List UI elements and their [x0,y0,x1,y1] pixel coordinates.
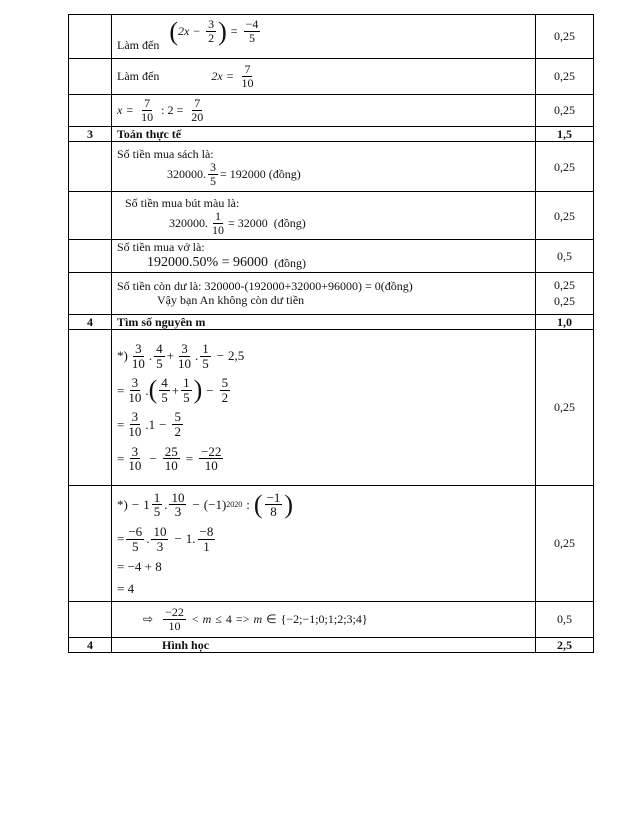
section-number: 4 [69,314,112,329]
remainder-line: Số tiền còn dư là: 320000-(192000+32000+96000) = 0(đồng) [117,278,413,293]
solution-cell: Số tiền mua bút màu là: 320000. $\frac{1}{10}$ = 32000 (đồng) [112,192,536,240]
section-title: Toán thực tế [112,127,536,142]
section-number: 3 [69,127,112,142]
step-label: Làm đến [117,69,160,84]
solution-cell: Số tiền mua vở là: 192000.50% = 96000 (đồng) [112,240,536,272]
solution-cell: ⇨ $\frac{-22}{10}$ < m ≤ 4 => m ∈ {−2;−1;0;1;2;3;4} [112,601,536,637]
table-row [69,95,594,127]
section-number: 4 [69,637,112,652]
table-row [69,15,594,59]
table-row [69,59,594,95]
solution-cell [112,272,536,314]
question-number [69,15,112,59]
table-row [69,272,594,314]
points-cell: 0,25 [536,142,594,192]
section-header [69,637,594,652]
points-cell: 0,5 [536,240,594,272]
table-row [69,329,594,485]
step-label: Số tiền mua vở là: [117,240,205,255]
step-label: Làm đến [117,38,160,53]
solution-cell: x = $\frac{7}{10}$ : 2 = $\frac{7}{20}$ [112,95,536,127]
section-points: 1,0 [536,314,594,329]
points-cell: 0,25 [536,329,594,485]
table-row [69,485,594,601]
step-label: Số tiền mua sách là: [117,146,214,161]
conclusion-line: Vậy bạn An không còn dư tiền [157,293,305,308]
section-title: Tìm số nguyên m [112,314,536,329]
table-row [69,601,594,637]
points-cell: 0,25 [536,192,594,240]
solution-cell: Số tiền mua sách là: 320000. $\frac{3}{5}$ = 192000 (đồng) [112,142,536,192]
section-points: 2,5 [536,637,594,652]
points-cell: 0,25 0,25 [536,272,594,314]
section-header [69,314,594,329]
solution-cell: Làm đến ( 2x − $\frac{3}{2}$ ) = $\frac{-4}{5}$ [112,15,536,59]
answer-table [68,14,594,653]
section-points: 1,5 [536,127,594,142]
table-row [69,240,594,272]
step-label: Số tiền mua bút màu là: [125,195,240,210]
integer-set: {−2;−1;0;1;2;3;4} [280,612,368,627]
solution-cell: Làm đến 2x = $\frac{7}{10}$ [112,59,536,95]
solution-cell: *) $\frac{3}{10}$ . $\frac{4}{5}$ + $\frac{3}{10}$ . $\frac{1}{5}$ − 2,5 = $\frac{3}{10}$ . ( $\frac{4}{5}$ + $\frac{1}{5}$ ) − $\frac{5}{2}$ = $\frac{3}{10}$ .1 − $\frac{5}{2}$ = $\frac{3}{10}$ − $\frac{25}{10}$ = $\frac{-22}{10}$ [112,329,536,485]
solution-cell: *) − 1 $\frac{1}{5}$ . $\frac{10}{3}$ − (−1) 2020 : ( $\frac{-1}{8}$ ) = $\frac{-6}{5}$ . $\frac{10}{3}$ − 1. $\frac{-8}{1}$ = −4 + 8 = 4 [112,485,536,601]
table-row [69,192,594,240]
section-title: Hình học [112,637,536,652]
points-cell: 0,25 [536,485,594,601]
table-row [69,142,594,192]
points-cell: 0,5 [536,601,594,637]
implies-arrow-icon: ⇨ [143,612,154,627]
points-cell: 0,25 [536,95,594,127]
section-header [69,127,594,142]
points-cell: 0,25 [536,59,594,95]
points-cell: 0,25 [536,15,594,59]
